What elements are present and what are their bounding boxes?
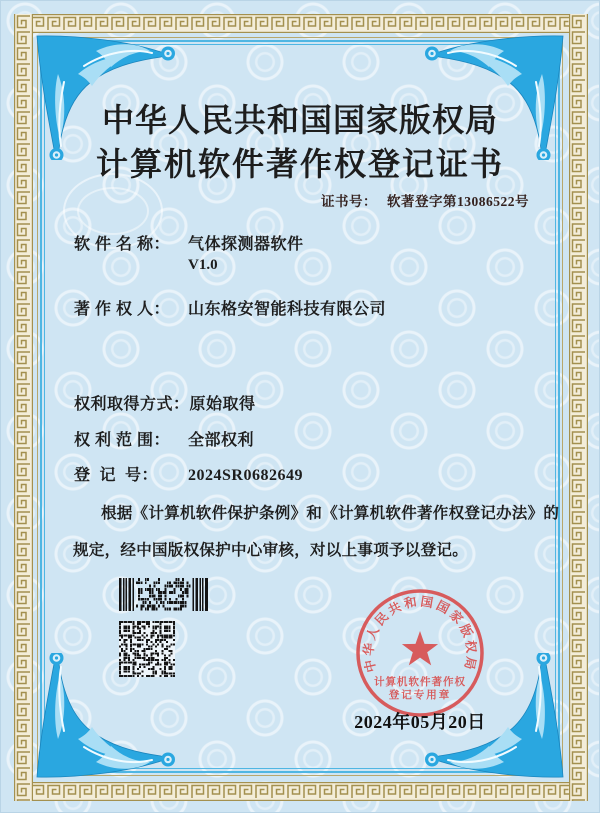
- field-software-name: [74, 231, 304, 254]
- certificate-number-value: 软著登字第13086522号: [387, 194, 529, 209]
- star-icon: [402, 631, 438, 665]
- field-rights-scope-label: 权 利 范 围：: [74, 432, 171, 449]
- field-registration-number: [74, 462, 303, 485]
- barcode: [119, 578, 209, 612]
- field-software-version: V1.0: [188, 257, 218, 273]
- seal-caption-line1: 计算机软件著作权: [374, 677, 466, 688]
- certificate-number-label: 证书号：: [321, 194, 377, 209]
- qr-code: [119, 621, 175, 677]
- statement-line-1: 根据《计算机软件保护条例》和《计算机软件著作权登记办法》的: [101, 505, 560, 522]
- seal-ring-text: 中华人民共和国国家版权局: [361, 594, 479, 674]
- official-seal: [350, 583, 490, 723]
- field-copyright-owner-value: 山东格安智能科技有限公司: [188, 301, 387, 318]
- field-acquisition-method-label: 权利取得方式：: [74, 396, 190, 413]
- field-copyright-owner: [74, 296, 386, 319]
- field-software-name-value: 气体探测器软件: [188, 236, 304, 253]
- statement-line-2: 规定，经中国版权保护中心审核，对以上事项予以登记。: [73, 542, 469, 559]
- field-registration-number-value: 2024SR0682649: [188, 467, 303, 484]
- field-acquisition-method-value: 原始取得: [189, 396, 256, 413]
- registration-date: 2024年05月20日: [354, 712, 486, 732]
- authority-title: 中华人民共和国国家版权局: [101, 102, 498, 138]
- field-rights-scope-value: 全部权利: [188, 432, 255, 449]
- field-software-name-label: 软 件 名 称：: [74, 236, 171, 253]
- field-acquisition-method: [74, 391, 256, 414]
- field-rights-scope: [74, 427, 254, 450]
- field-copyright-owner-label: 著 作 权 人：: [74, 301, 171, 318]
- field-registration-number-label: 登 记 号：: [74, 467, 159, 484]
- greek-key-border-top: [14, 14, 588, 33]
- greek-key-border-bottom: [14, 782, 588, 801]
- certificate-title: 计算机软件著作权登记证书: [95, 146, 504, 182]
- certificate-number: [321, 190, 529, 210]
- seal-caption-line2: 登记专用章: [388, 690, 452, 701]
